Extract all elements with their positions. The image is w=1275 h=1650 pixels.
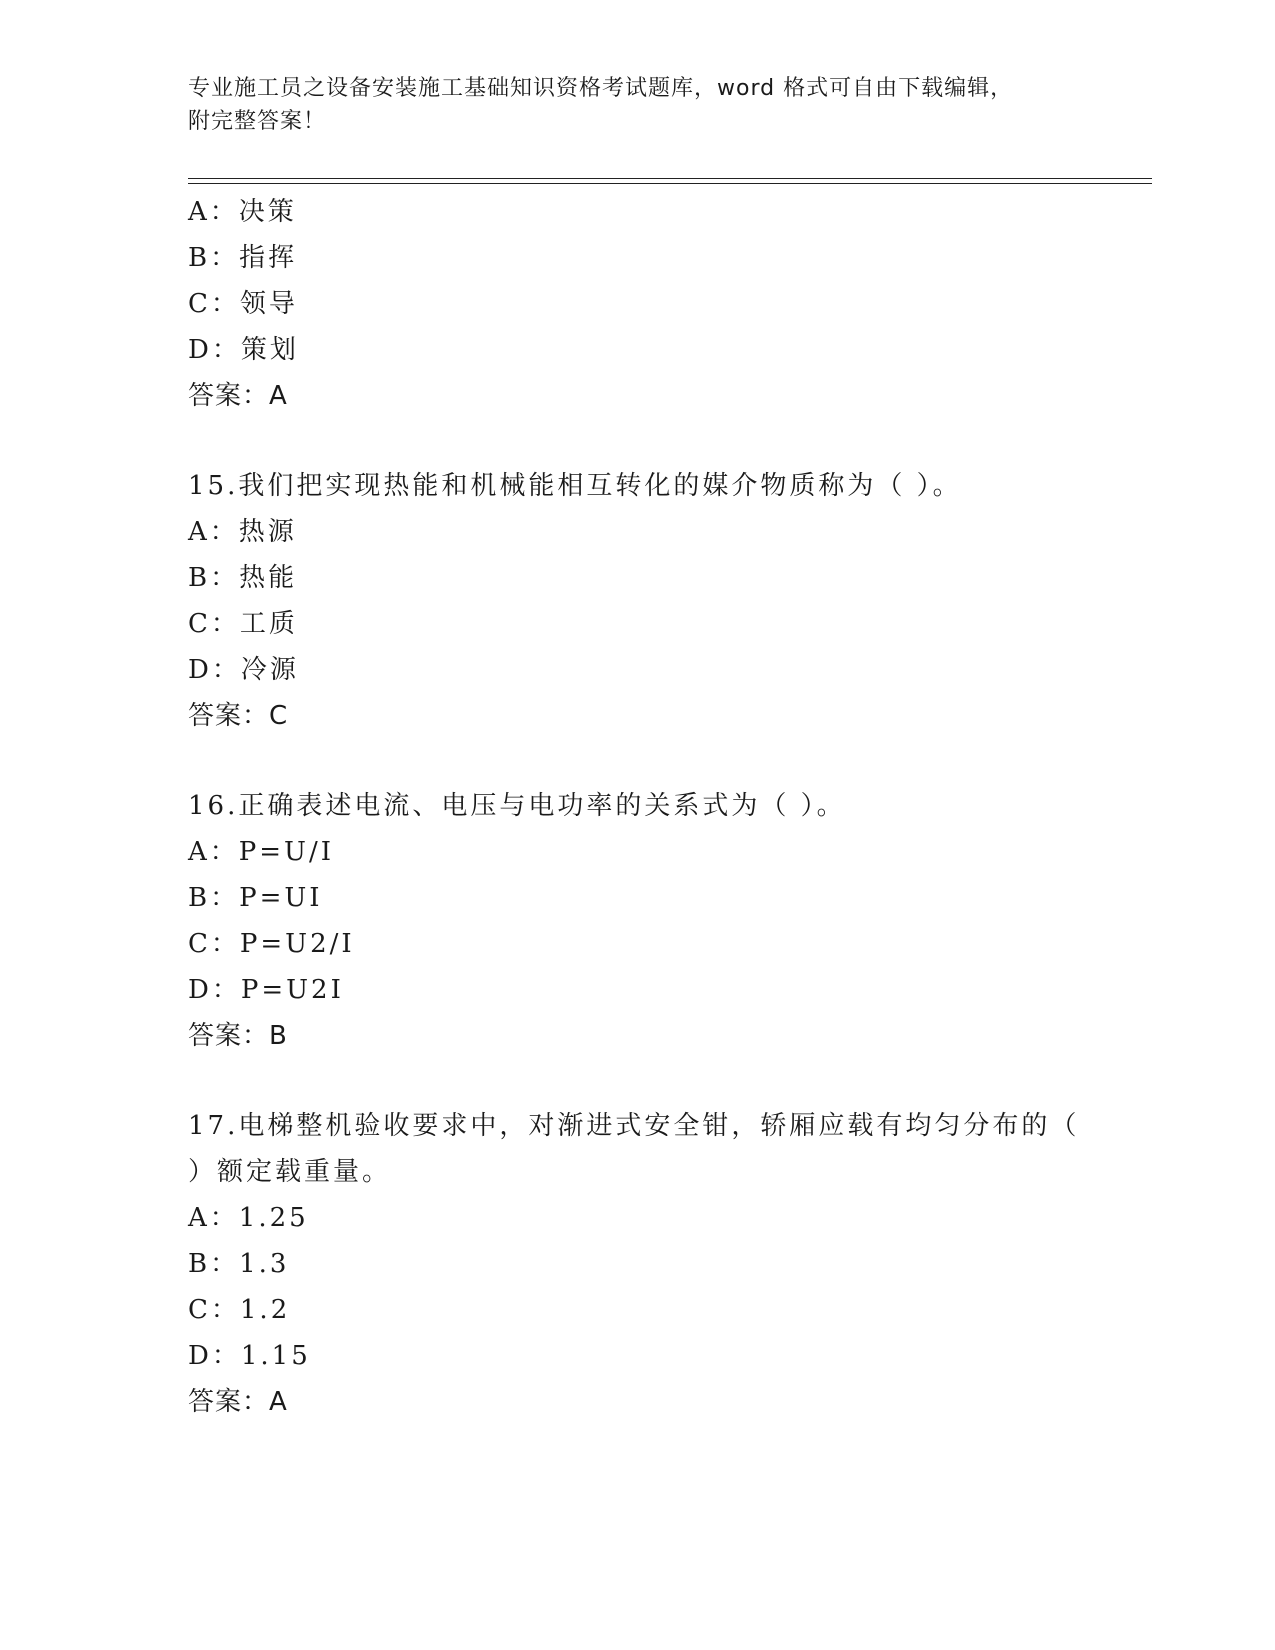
answer-line: 答案：A [188, 381, 288, 411]
question-text: 15.我们把实现热能和机械能相互转化的媒介物质称为（ ）。 [188, 471, 962, 501]
option-d: D：1.15 [188, 1341, 311, 1371]
spacer [188, 739, 1118, 783]
option-a: A：P=U/I [188, 837, 334, 867]
question-text-line-1: 17.电梯整机验收要求中，对渐进式安全钳，轿厢应载有均匀分布的（ [188, 1111, 1080, 1141]
option-c: C：工质 [188, 609, 298, 639]
question-text: 16.正确表述电流、电压与电功率的关系式为（ ）。 [188, 791, 846, 821]
option-d: D：冷源 [188, 655, 299, 685]
question-text-line-2: ）额定载重量。 [188, 1157, 392, 1187]
option-d: D：策划 [188, 335, 299, 365]
spacer [188, 419, 1118, 463]
question-block-continued [188, 189, 1118, 419]
question-block-16 [188, 783, 1118, 1059]
option-a: A：热源 [188, 517, 297, 547]
answer-line: 答案：A [188, 1387, 288, 1417]
question-block-17 [188, 1103, 1118, 1425]
option-a: A：决策 [188, 197, 297, 227]
header-line-2: 附完整答案！ [188, 109, 327, 134]
option-b: B：热能 [188, 563, 298, 593]
document-header [188, 72, 1068, 138]
option-d: D：P=U2I [188, 975, 344, 1005]
answer-line: 答案：B [188, 1021, 288, 1051]
answer-line: 答案：C [188, 701, 289, 731]
option-b: B：指挥 [188, 243, 298, 273]
option-c: C：P=U2/I [188, 929, 355, 959]
header-divider-bottom [188, 183, 1152, 184]
header-line-1: 专业施工员之设备安装施工基础知识资格考试题库，word 格式可自由下载编辑， [188, 76, 1014, 101]
question-list [188, 189, 1118, 1425]
option-c: C：1.2 [188, 1295, 291, 1325]
header-divider-top [188, 178, 1152, 179]
spacer [188, 1059, 1118, 1103]
option-b: B：1.3 [188, 1249, 290, 1279]
option-c: C：领导 [188, 289, 298, 319]
option-a: A：1.25 [188, 1203, 309, 1233]
option-b: B：P=UI [188, 883, 323, 913]
question-block-15 [188, 463, 1118, 739]
